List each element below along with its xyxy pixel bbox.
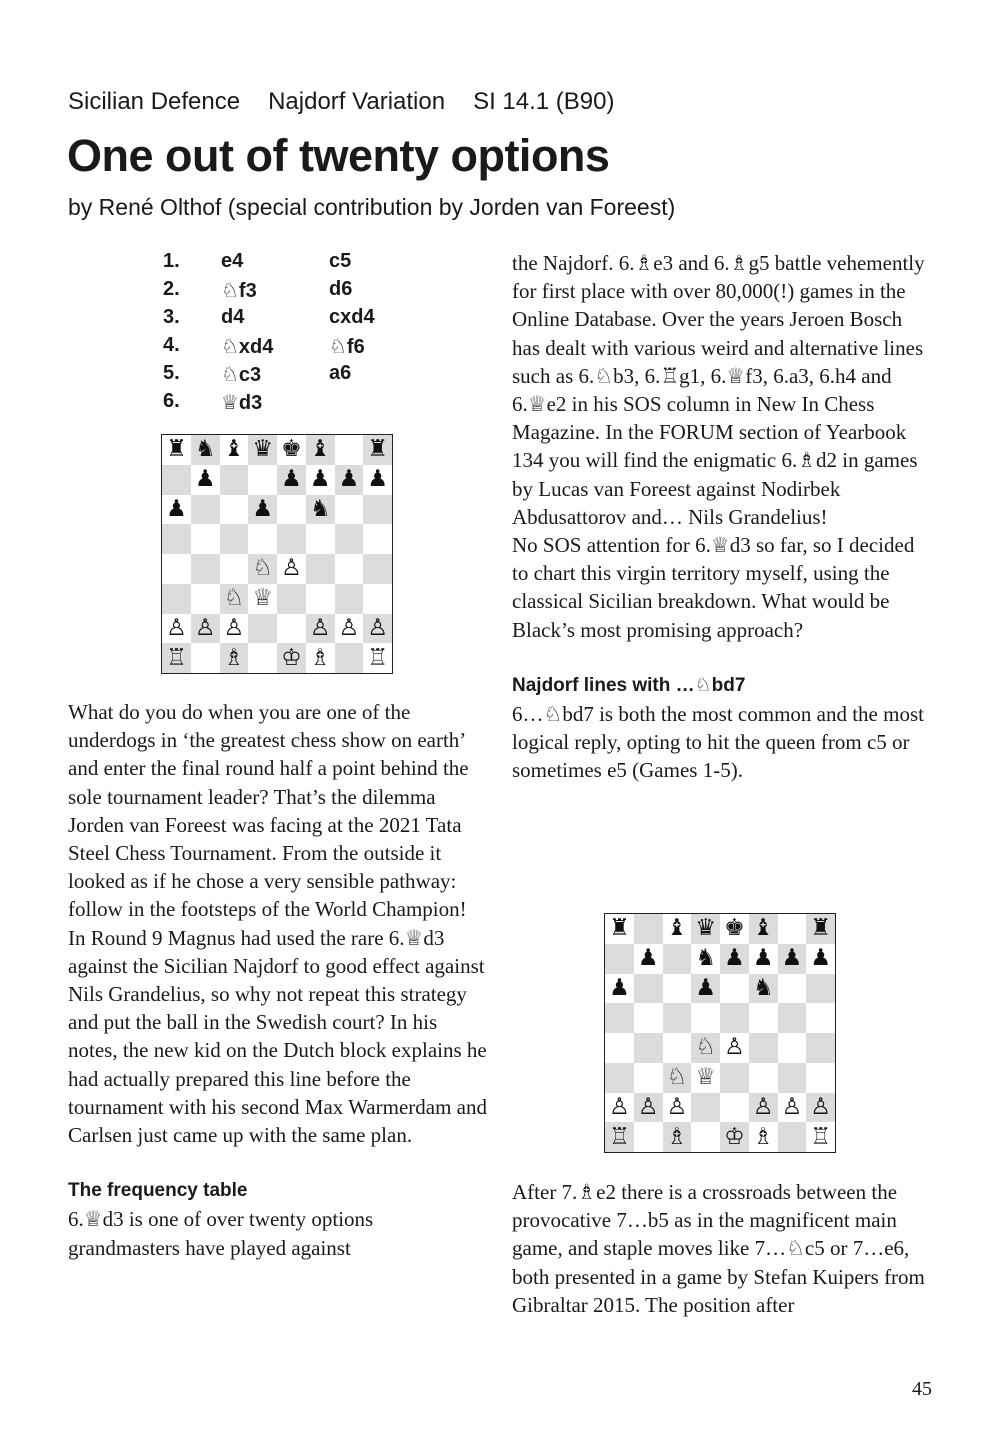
board-square (335, 643, 364, 673)
board-square (806, 974, 835, 1004)
board-square (663, 1033, 692, 1063)
chess-piece-square: ♙ (306, 614, 335, 644)
board-square (162, 554, 191, 584)
move-number: 2. (163, 278, 180, 300)
chess-piece-square: ♙ (220, 614, 249, 644)
board-square (191, 554, 220, 584)
chess-piece-square: ♟ (335, 465, 364, 495)
board-square (363, 524, 392, 554)
chess-piece-square: ♜ (806, 914, 835, 944)
chess-piece-square: ♖ (605, 1122, 634, 1152)
opening-name: Sicilian Defence (68, 88, 241, 115)
chess-diagram-2 (604, 913, 836, 1153)
board-square (306, 584, 335, 614)
chess-piece-square: ♖ (363, 643, 392, 673)
board-square (277, 495, 306, 525)
chess-piece-square: ♜ (605, 914, 634, 944)
board-square (634, 1122, 663, 1152)
white-move: d4 (221, 306, 245, 328)
right-column-bottom (512, 1178, 932, 1319)
board-square (191, 643, 220, 673)
board-square (778, 914, 807, 944)
opening-code: SI 14.1 (B90) (473, 88, 615, 115)
article-title: One out of twenty options (67, 130, 610, 181)
board-square (220, 495, 249, 525)
white-move: ♕d3 (221, 392, 263, 414)
chess-piece-square: ♟ (248, 495, 277, 525)
board-square (162, 465, 191, 495)
variation-name: Najdorf Variation (268, 88, 446, 115)
black-move: ♘f6 (329, 336, 365, 358)
chess-piece-square: ♙ (749, 1093, 778, 1123)
move-number: 6. (163, 390, 180, 412)
board-square (634, 914, 663, 944)
white-move: ♘xd4 (221, 336, 274, 358)
board-square (306, 524, 335, 554)
chess-piece-square: ♘ (220, 584, 249, 614)
chess-piece-square: ♜ (363, 435, 392, 465)
board-square (162, 584, 191, 614)
chess-piece-square: ♝ (749, 914, 778, 944)
white-move: e4 (221, 250, 244, 272)
board-square (605, 944, 634, 974)
board-square (720, 1003, 749, 1033)
board-square (778, 1122, 807, 1152)
board-square (220, 554, 249, 584)
chess-piece-square: ♙ (363, 614, 392, 644)
chess-piece-square: ♗ (663, 1122, 692, 1152)
board-square (663, 974, 692, 1004)
board-square (306, 554, 335, 584)
board-square (749, 1063, 778, 1093)
najdorf-paragraph: the Najdorf. 6.♗e3 and 6.♗g5 battle vehemently for first place with over 80,000(!) games in the Online Database. Over the years Jeroen Bosch has dealt with various weird and alternative lines such as 6.♘b3, 6.♖g1, 6.♕f3, 6.a3, 6.h4 and 6.♕e2 in his SOS column in New In Chess Magazine. In the FORUM section of Yearbook 134 you will find the enigmatic 6.♗d2 in games by Lucas van Foreest against Nodirbek Abdusattorov and… Nils Grandelius! (512, 251, 925, 529)
board-square (162, 524, 191, 554)
chess-piece-square: ♗ (749, 1122, 778, 1152)
board-square (749, 1033, 778, 1063)
chess-piece-square: ♝ (306, 435, 335, 465)
white-move: ♘c3 (221, 364, 262, 386)
board-square (720, 1093, 749, 1123)
chess-piece-square: ♟ (277, 465, 306, 495)
board-square (277, 584, 306, 614)
board-square (778, 1063, 807, 1093)
chess-piece-square: ♟ (806, 944, 835, 974)
board-square (634, 1003, 663, 1033)
chess-piece-square: ♚ (720, 914, 749, 944)
chess-piece-square: ♟ (363, 465, 392, 495)
chess-piece-square: ♞ (691, 944, 720, 974)
chess-piece-square: ♘ (248, 554, 277, 584)
chess-piece-square: ♗ (220, 643, 249, 673)
board-square (191, 524, 220, 554)
board-square (806, 1033, 835, 1063)
board-square (605, 1033, 634, 1063)
board-square (248, 643, 277, 673)
board-square (335, 554, 364, 584)
chess-piece-square: ♞ (749, 974, 778, 1004)
right-column-top (512, 249, 932, 785)
board-square (663, 1003, 692, 1033)
black-move: cxd4 (329, 306, 375, 328)
board-square (248, 465, 277, 495)
chess-piece-square: ♚ (277, 435, 306, 465)
board-square (605, 1063, 634, 1093)
board-square (605, 1003, 634, 1033)
board-square (806, 1063, 835, 1093)
board-square (749, 1003, 778, 1033)
crossroads-paragraph: After 7.♗e2 there is a crossroads between the provocative 7…b5 as in the magnificent main game, and staple moves like 7…♘c5 or 7…e6, both presented in a game by Stefan Kuipers from Gibraltar 2015. The position after (512, 1180, 925, 1317)
chess-piece-square: ♙ (191, 614, 220, 644)
left-column (68, 698, 488, 1262)
board-square (191, 495, 220, 525)
board-square (720, 974, 749, 1004)
board-square (806, 1003, 835, 1033)
chess-piece-square: ♘ (691, 1033, 720, 1063)
board-square (691, 1003, 720, 1033)
chess-piece-square: ♝ (220, 435, 249, 465)
board-square (335, 584, 364, 614)
chess-piece-square: ♙ (335, 614, 364, 644)
board-square (663, 944, 692, 974)
chess-piece-square: ♙ (277, 554, 306, 584)
chess-piece-square: ♟ (634, 944, 663, 974)
move-number: 5. (163, 362, 180, 384)
chess-piece-square: ♘ (663, 1063, 692, 1093)
black-move: c5 (329, 250, 352, 272)
board-square (335, 435, 364, 465)
chess-piece-square: ♕ (248, 584, 277, 614)
chess-piece-square: ♙ (634, 1093, 663, 1123)
bd7-heading: Najdorf lines with …♘bd7 (512, 674, 746, 696)
board-square (778, 1033, 807, 1063)
white-move: ♘f3 (221, 280, 257, 302)
chess-piece-square: ♜ (162, 435, 191, 465)
board-square (220, 465, 249, 495)
chess-piece-square: ♙ (778, 1093, 807, 1123)
board-square (720, 1063, 749, 1093)
board-square (220, 524, 249, 554)
chess-piece-square: ♙ (162, 614, 191, 644)
chess-piece-square: ♟ (605, 974, 634, 1004)
chess-piece-square: ♛ (248, 435, 277, 465)
chess-piece-square: ♟ (162, 495, 191, 525)
chess-piece-square: ♟ (691, 974, 720, 1004)
chess-piece-square: ♞ (191, 435, 220, 465)
black-move: a6 (329, 362, 352, 384)
chess-piece-square: ♔ (720, 1122, 749, 1152)
chess-piece-square: ♙ (605, 1093, 634, 1123)
chess-piece-square: ♞ (306, 495, 335, 525)
frequency-paragraph: 6.♕d3 is one of over twenty options grandmasters have played against (68, 1207, 374, 1260)
page-number: 45 (912, 1378, 932, 1400)
chess-piece-square: ♟ (749, 944, 778, 974)
board-square (335, 495, 364, 525)
board-square (277, 524, 306, 554)
board-square (363, 495, 392, 525)
intro-paragraph: What do you do when you are one of the underdogs in ‘the greatest chess show on earth’ and enter the final round half a point behind the sole tournament leader? That’s the dilemma Jorden van Foreest was facing at the 2021 Tata Steel Chess Tournament. From the outside it looked as if he chose a very sensible pathway: follow in the footsteps of the World Champion! In Round 9 Magnus had used the rare 6.♕d3 against the Sicilian Najdorf to good effect against Nils Grandelius, so why not repeat this strategy and put the ball in the Swedish court? In his notes, the new kid on the Dutch block explains he had actually prepared this line before the tournament with his second Max Warmerdam and Carlsen just came up with the same plan. (68, 700, 487, 1148)
move-number: 3. (163, 306, 180, 328)
chess-piece-square: ♔ (277, 643, 306, 673)
frequency-table-heading: The frequency table (68, 1180, 248, 1202)
chess-piece-square: ♙ (663, 1093, 692, 1123)
board-square (363, 584, 392, 614)
chess-piece-square: ♟ (720, 944, 749, 974)
move-number: 4. (163, 334, 180, 356)
sos-paragraph: No SOS attention for 6.♕d3 so far, so I decided to chart this virgin territory myself, using the classical Sicilian breakdown. What would be Black’s most promising approach? (512, 533, 915, 642)
board-square (248, 614, 277, 644)
board-square (634, 1033, 663, 1063)
board-square (277, 614, 306, 644)
chess-piece-square: ♙ (806, 1093, 835, 1123)
chess-piece-square: ♟ (306, 465, 335, 495)
board-square (335, 524, 364, 554)
board-square (248, 524, 277, 554)
section-header (68, 88, 643, 116)
chess-diagram-1 (161, 434, 393, 674)
black-move: d6 (329, 278, 353, 300)
chess-piece-square: ♝ (663, 914, 692, 944)
board-square (691, 1093, 720, 1123)
chess-piece-square: ♛ (691, 914, 720, 944)
board-square (691, 1122, 720, 1152)
board-square (363, 554, 392, 584)
board-square (778, 974, 807, 1004)
board-square (634, 974, 663, 1004)
chess-piece-square: ♙ (720, 1033, 749, 1063)
board-square (778, 1003, 807, 1033)
byline: by René Olthof (special contribution by Jorden van Foreest) (68, 194, 676, 220)
chess-piece-square: ♟ (191, 465, 220, 495)
bd7-paragraph: 6…♘bd7 is both the most common and the most logical reply, opting to hit the queen from c5 or sometimes e5 (Games 1-5). (512, 702, 924, 783)
chess-piece-square: ♕ (691, 1063, 720, 1093)
chess-piece-square: ♖ (162, 643, 191, 673)
chess-piece-square: ♗ (306, 643, 335, 673)
chess-piece-square: ♟ (778, 944, 807, 974)
board-square (191, 584, 220, 614)
chess-piece-square: ♖ (806, 1122, 835, 1152)
move-number: 1. (163, 250, 180, 272)
board-square (634, 1063, 663, 1093)
